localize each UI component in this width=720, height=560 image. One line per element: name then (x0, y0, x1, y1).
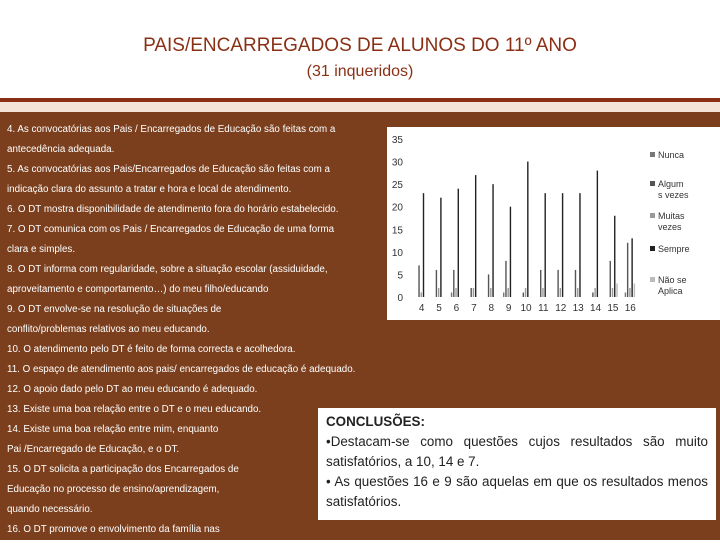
conclusion-line: • As questões 16 e 9 são aquelas em que os resultados menos satisfatórios. (326, 474, 708, 509)
bar (545, 193, 546, 297)
bar (542, 288, 543, 297)
bar (508, 288, 509, 297)
bar (540, 270, 541, 297)
legend-swatch (650, 246, 655, 251)
bar (579, 193, 580, 297)
bar (451, 292, 452, 297)
bar (436, 270, 437, 297)
bar (527, 162, 528, 297)
y-tick-label: 0 (397, 293, 403, 304)
legend-label: Muitas vezes (658, 211, 685, 232)
x-tick-label: 10 (520, 303, 532, 314)
question-item: 9. O DT envolve-se na resolução de situações de (7, 304, 222, 315)
bar (634, 283, 635, 297)
x-tick-label: 5 (436, 303, 442, 314)
question-item: 13. Existe uma boa relação entre o DT e o meu educando. (7, 404, 262, 415)
bar (440, 198, 441, 297)
bar (610, 261, 611, 297)
bar (473, 288, 474, 297)
question-item: 15. O DT solicita a participação dos Encarregados de (7, 464, 239, 475)
chart-panel (387, 127, 720, 320)
bar (492, 184, 493, 297)
legend-label: Sempre (658, 244, 690, 254)
question-item: 16. O DT promove o envolvimento da família nas (7, 524, 220, 535)
page-subtitle: (31 inqueridos) (306, 63, 414, 80)
bar (418, 265, 419, 297)
legend-label: Algum s vezes (658, 179, 689, 200)
y-tick-label: 10 (391, 247, 403, 259)
x-tick-label: 14 (589, 303, 602, 314)
bar (510, 207, 511, 297)
y-tick-label: 30 (391, 157, 403, 169)
question-item: conflito/problemas relativos ao meu educando. (7, 324, 210, 335)
question-item: indicação clara do assunto a tratar e hora e local de atendimento. (7, 184, 292, 195)
x-tick-label: 7 (471, 303, 477, 314)
question-item: clara e simples. (7, 244, 76, 255)
question-item: antecedência adequada. (7, 144, 115, 155)
y-tick-label: 35 (391, 135, 403, 146)
bar (490, 288, 491, 297)
bar (631, 238, 632, 297)
legend-swatch (650, 277, 655, 282)
question-item: actividades da Escola (7, 544, 102, 555)
x-tick-label: 4 (418, 303, 425, 314)
conclusion-line: •Destacam-se como questões cujos resultados são muito satisfatórios, a 10, 14 e 7. (326, 434, 708, 469)
bar (592, 292, 593, 297)
question-item: Educação no processo de ensino/aprendizagem, (7, 484, 220, 495)
bar (560, 288, 561, 297)
bar (562, 193, 563, 297)
y-tick-label: 5 (397, 270, 403, 282)
conclusions-box (318, 408, 716, 520)
legend-swatch (650, 213, 655, 218)
question-item: 6. O DT mostra disponibilidade de atendimento fora do horário estabelecido. (7, 204, 339, 215)
bar (421, 292, 422, 297)
question-item: 11. O espaço de atendimento aos pais/ encarregados de educação é adequado. (7, 364, 356, 375)
legend-swatch (650, 181, 655, 186)
bar (614, 216, 615, 297)
y-tick-label: 25 (391, 180, 403, 192)
bar (458, 189, 459, 297)
question-item: 7. O DT comunica com os Pais / Encarregados de Educação de uma forma (7, 224, 335, 235)
question-item: 10. O atendimento pelo DT é feito de forma correcta e acolhedora. (7, 344, 296, 355)
bar (525, 288, 526, 297)
x-tick-label: 16 (624, 303, 636, 314)
legend-label: Não se Aplica (658, 275, 687, 296)
question-item: Pai /Encarregado de Educação, e o DT. (7, 444, 180, 455)
legend-label: Nunca (658, 150, 685, 160)
bar (575, 270, 576, 297)
bar (577, 288, 578, 297)
bar (597, 171, 598, 297)
x-tick-label: 6 (453, 303, 460, 314)
question-item: 4. As convocatórias aos Pais / Encarregados de Educação são feitas com a (7, 124, 336, 135)
bar (557, 270, 558, 297)
legend-swatch (650, 152, 655, 157)
bar (455, 288, 456, 297)
x-tick-label: 15 (607, 303, 619, 314)
bar (505, 261, 506, 297)
y-tick-label: 20 (391, 202, 403, 214)
bar (616, 283, 617, 297)
x-tick-label: 13 (572, 303, 584, 314)
bar (629, 288, 630, 297)
bar (423, 193, 424, 297)
x-tick-label: 11 (538, 303, 549, 314)
question-item: aproveitamento e comportamento…) do meu filho/educando (7, 284, 269, 295)
bar (470, 288, 471, 297)
x-tick-label: 12 (555, 303, 567, 314)
page-title: PAIS/ENCARREGADOS DE ALUNOS DO 11º ANO (143, 35, 577, 56)
bar (594, 288, 595, 297)
bar (627, 243, 628, 297)
bar (612, 288, 613, 297)
question-item: quando necessário. (7, 504, 93, 515)
x-tick-label: 9 (505, 303, 512, 314)
bar (475, 175, 476, 297)
bar (523, 292, 524, 297)
x-tick-label: 8 (488, 303, 495, 314)
question-item: 12. O apoio dado pelo DT ao meu educando é adequado. (7, 384, 258, 395)
bar (453, 270, 454, 297)
question-item: 5. As convocatórias aos Pais/Encarregados de Educação são feitas com a (7, 164, 330, 175)
y-tick-label: 15 (391, 225, 403, 237)
question-item: 8. O DT informa com regularidade, sobre a situação escolar (assiduidade, (7, 264, 328, 275)
bar (488, 274, 489, 297)
bar (625, 292, 626, 297)
bar (503, 292, 504, 297)
question-item: 14. Existe uma boa relação entre mim, enquanto (7, 424, 219, 435)
bar-chart (387, 127, 720, 320)
bar (438, 288, 439, 297)
conclusions-title: CONCLUSÕES: (326, 414, 425, 429)
